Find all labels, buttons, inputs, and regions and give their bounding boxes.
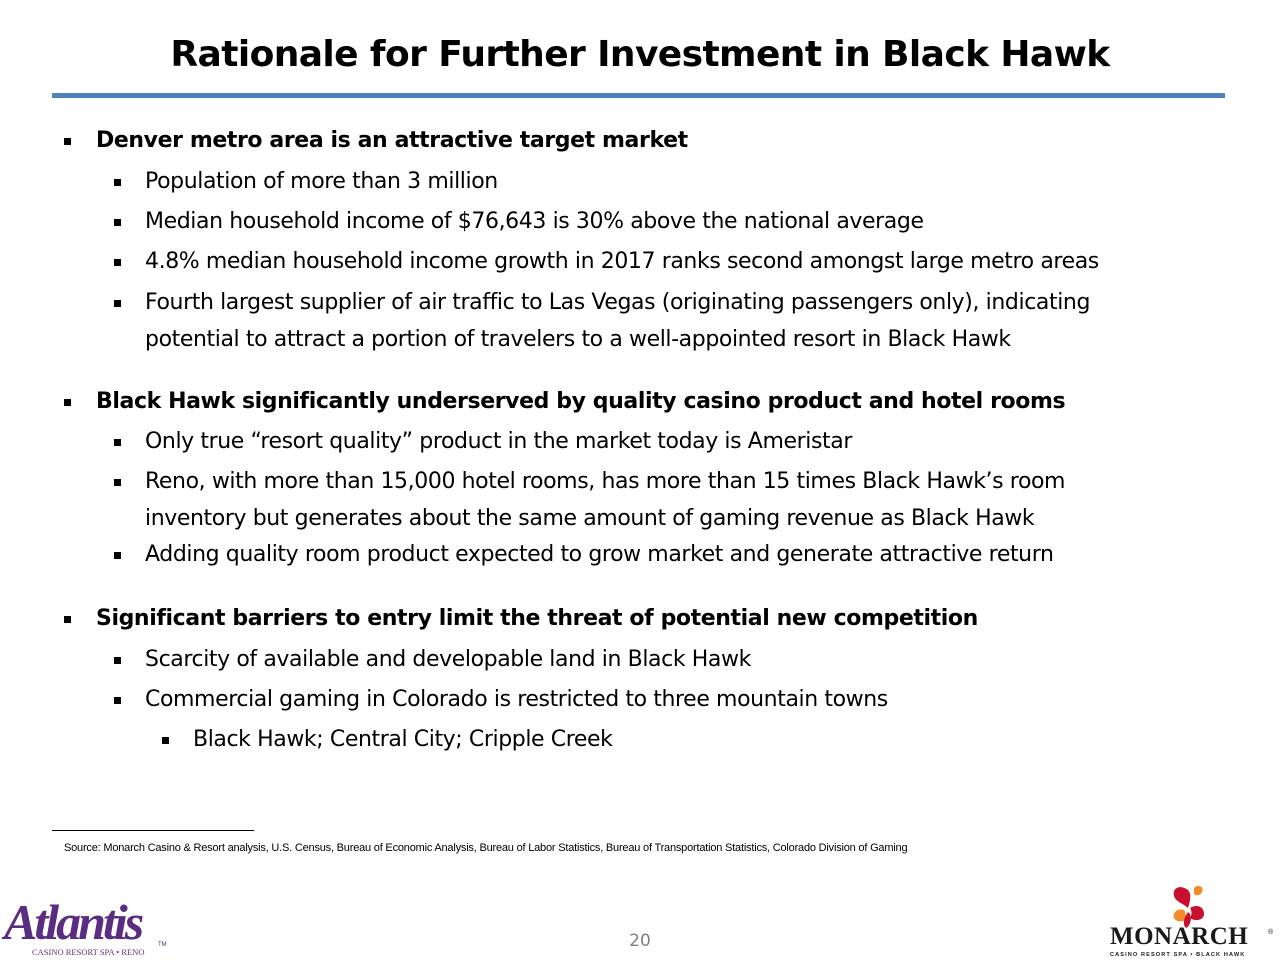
square-bullet-icon xyxy=(114,479,121,486)
square-bullet-icon xyxy=(114,259,121,266)
section-heading xyxy=(96,122,688,159)
page-number: 20 xyxy=(629,931,651,951)
list-item-text: Reno, with more than 15,000 hotel rooms, has more than 15 times Black Hawk’s room xyxy=(145,469,1066,494)
atlantis-tagline: CASINO RESORT SPA • RENO xyxy=(32,947,145,957)
monarch-tagline: CASINO RESORT SPA • BLACK HAWK xyxy=(1110,952,1246,958)
square-bullet-icon xyxy=(64,138,71,145)
list-item xyxy=(145,243,1099,280)
section-heading xyxy=(96,600,978,637)
list-item xyxy=(145,423,852,460)
square-bullet-icon xyxy=(114,179,121,186)
list-item xyxy=(145,641,751,678)
slide-title: Rationale for Further Investment in Black Hawk xyxy=(170,34,1110,75)
sub-list-item-text: Black Hawk; Central City; Cripple Creek xyxy=(193,727,613,752)
square-bullet-icon xyxy=(114,657,121,664)
list-item-text: Median household income of $76,643 is 30% above the national average xyxy=(145,209,924,234)
monarch-logo-icon xyxy=(1100,882,1278,958)
square-bullet-icon xyxy=(64,399,71,406)
list-item-text: Only true “resort quality” product in the market today is Ameristar xyxy=(145,429,852,454)
section-heading xyxy=(96,383,1065,420)
list-item-text: 4.8% median household income growth in 2017 ranks second amongst large metro areas xyxy=(145,249,1099,274)
source-note: Source: Monarch Casino & Resort analysis, U.S. Census, Bureau of Economic Analysis, Bureau of Labor Statistics, Bureau of Transportation Statistics, Colorado Division of Gaming xyxy=(64,842,908,854)
title-divider xyxy=(52,93,1225,98)
footnote-divider xyxy=(52,830,254,831)
list-item-text: Fourth largest supplier of air traffic to Las Vegas (originating passengers only), indicating xyxy=(145,290,1091,315)
list-item xyxy=(145,203,924,240)
list-item-text: Adding quality room product expected to grow market and generate attractive return xyxy=(145,542,1054,567)
list-item xyxy=(145,681,888,718)
atlantis-trademark: TM xyxy=(158,942,167,948)
list-item-text-continued: potential to attract a portion of travelers to a well-appointed resort in Black Hawk xyxy=(145,327,1011,352)
sub-list-item xyxy=(193,721,613,758)
atlantis-wordmark: Atlantis xyxy=(4,894,142,950)
butterfly-icon xyxy=(1174,886,1204,928)
list-item xyxy=(145,163,498,200)
list-item-text: Scarcity of available and developable land in Black Hawk xyxy=(145,647,751,672)
list-item-text: Population of more than 3 million xyxy=(145,169,498,194)
monarch-registered-mark: ® xyxy=(1268,929,1274,936)
list-item xyxy=(145,536,1054,573)
section-heading-text: Significant barriers to entry limit the threat of potential new competition xyxy=(96,606,978,631)
square-bullet-icon xyxy=(114,552,121,559)
list-item xyxy=(145,463,1065,537)
section-heading-text: Black Hawk significantly underserved by quality casino product and hotel rooms xyxy=(96,389,1066,414)
atlantis-logo xyxy=(2,892,182,958)
section-heading-text: Denver metro area is an attractive target market xyxy=(96,128,688,153)
square-bullet-icon xyxy=(114,300,121,307)
list-item-text-continued: inventory but generates about the same amount of gaming revenue as Black Hawk xyxy=(145,506,1035,531)
square-bullet-icon xyxy=(114,439,121,446)
monarch-logo xyxy=(1100,882,1278,958)
square-bullet-icon xyxy=(114,697,121,704)
list-item xyxy=(145,284,1090,358)
square-bullet-icon xyxy=(64,616,71,623)
square-bullet-icon xyxy=(162,737,169,744)
monarch-wordmark: MONARCH xyxy=(1110,923,1249,950)
square-bullet-icon xyxy=(114,219,121,226)
atlantis-logo-icon xyxy=(2,892,182,958)
list-item-text: Commercial gaming in Colorado is restricted to three mountain towns xyxy=(145,687,888,712)
